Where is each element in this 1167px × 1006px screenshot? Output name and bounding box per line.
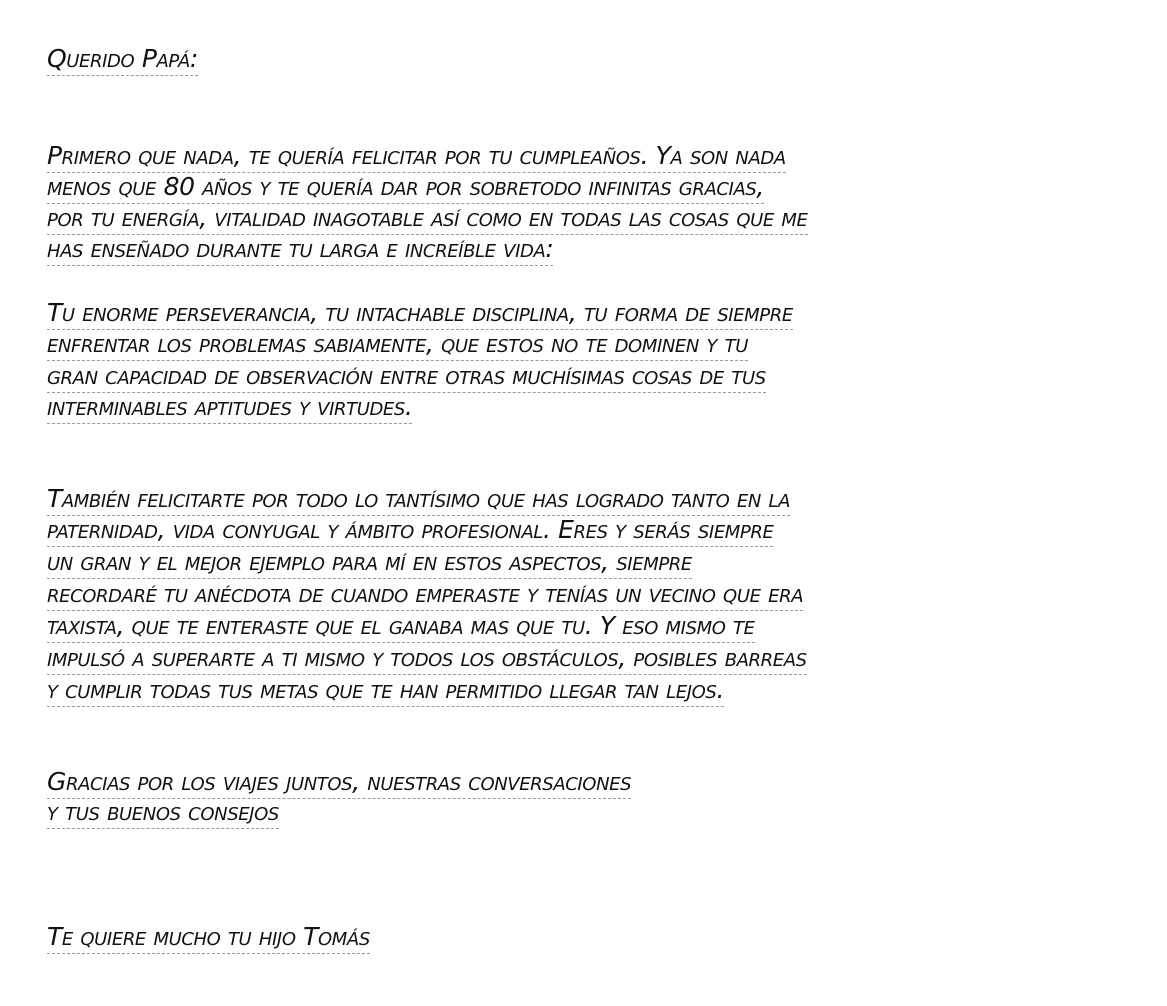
paragraph-2-line-2: enfrentar los problemas sabiamente, que estos no te dominen y tu (47, 329, 748, 361)
paragraph-1-line-1: Primero que nada, te quería felicitar por tu cumpleaños. Ya son nada (47, 141, 786, 173)
paragraph-2-line-3: gran capacidad de observación entre otras muchísimas cosas de tus (47, 361, 766, 393)
paragraph-3-line-4: recordaré tu anécdota de cuando emperaste y tenías un vecino que era (47, 579, 803, 611)
paragraph-2-line-1: Tu enorme perseverancia, tu intachable disciplina, tu forma de siempre (47, 298, 793, 330)
paragraph-3-line-3: un gran y el mejor ejemplo para mí en estos aspectos, siempre (47, 547, 692, 579)
paragraph-2-line-4: interminables aptitudes y virtudes. (47, 392, 412, 424)
paragraph-1-line-4: has enseñado durante tu larga e increíble vida: (47, 234, 553, 266)
paragraph-3-line-2: paternidad, vida conyugal y ámbito profesional. Eres y serás siempre (47, 515, 773, 547)
paragraph-4-line-2: y tus buenos consejos (47, 797, 279, 829)
paragraph-3-line-1: También felicitarte por todo lo tantísimo que has logrado tanto en la (47, 484, 790, 516)
paragraph-1-line-3: por tu energía, vitalidad inagotable así como en todas las cosas que me (47, 203, 808, 235)
paragraph-1-line-2: menos que 80 años y te quería dar por sobretodo infinitas gracias, (47, 172, 764, 204)
paragraph-3-line-5: taxista, que te enteraste que el ganaba mas que tu. Y eso mismo te (47, 611, 755, 643)
letter-greeting: Querido Papá: (47, 44, 198, 76)
paragraph-4-line-1: Gracias por los viajes juntos, nuestras conversaciones (47, 767, 631, 799)
letter-closing-signature: Te quiere mucho tu hijo Tomás (47, 922, 370, 954)
paragraph-3-line-6: impulsó a superarte a ti mismo y todos los obstáculos, posibles barreas (47, 643, 807, 675)
paragraph-3-line-7: y cumplir todas tus metas que te han permitido llegar tan lejos. (47, 675, 724, 707)
